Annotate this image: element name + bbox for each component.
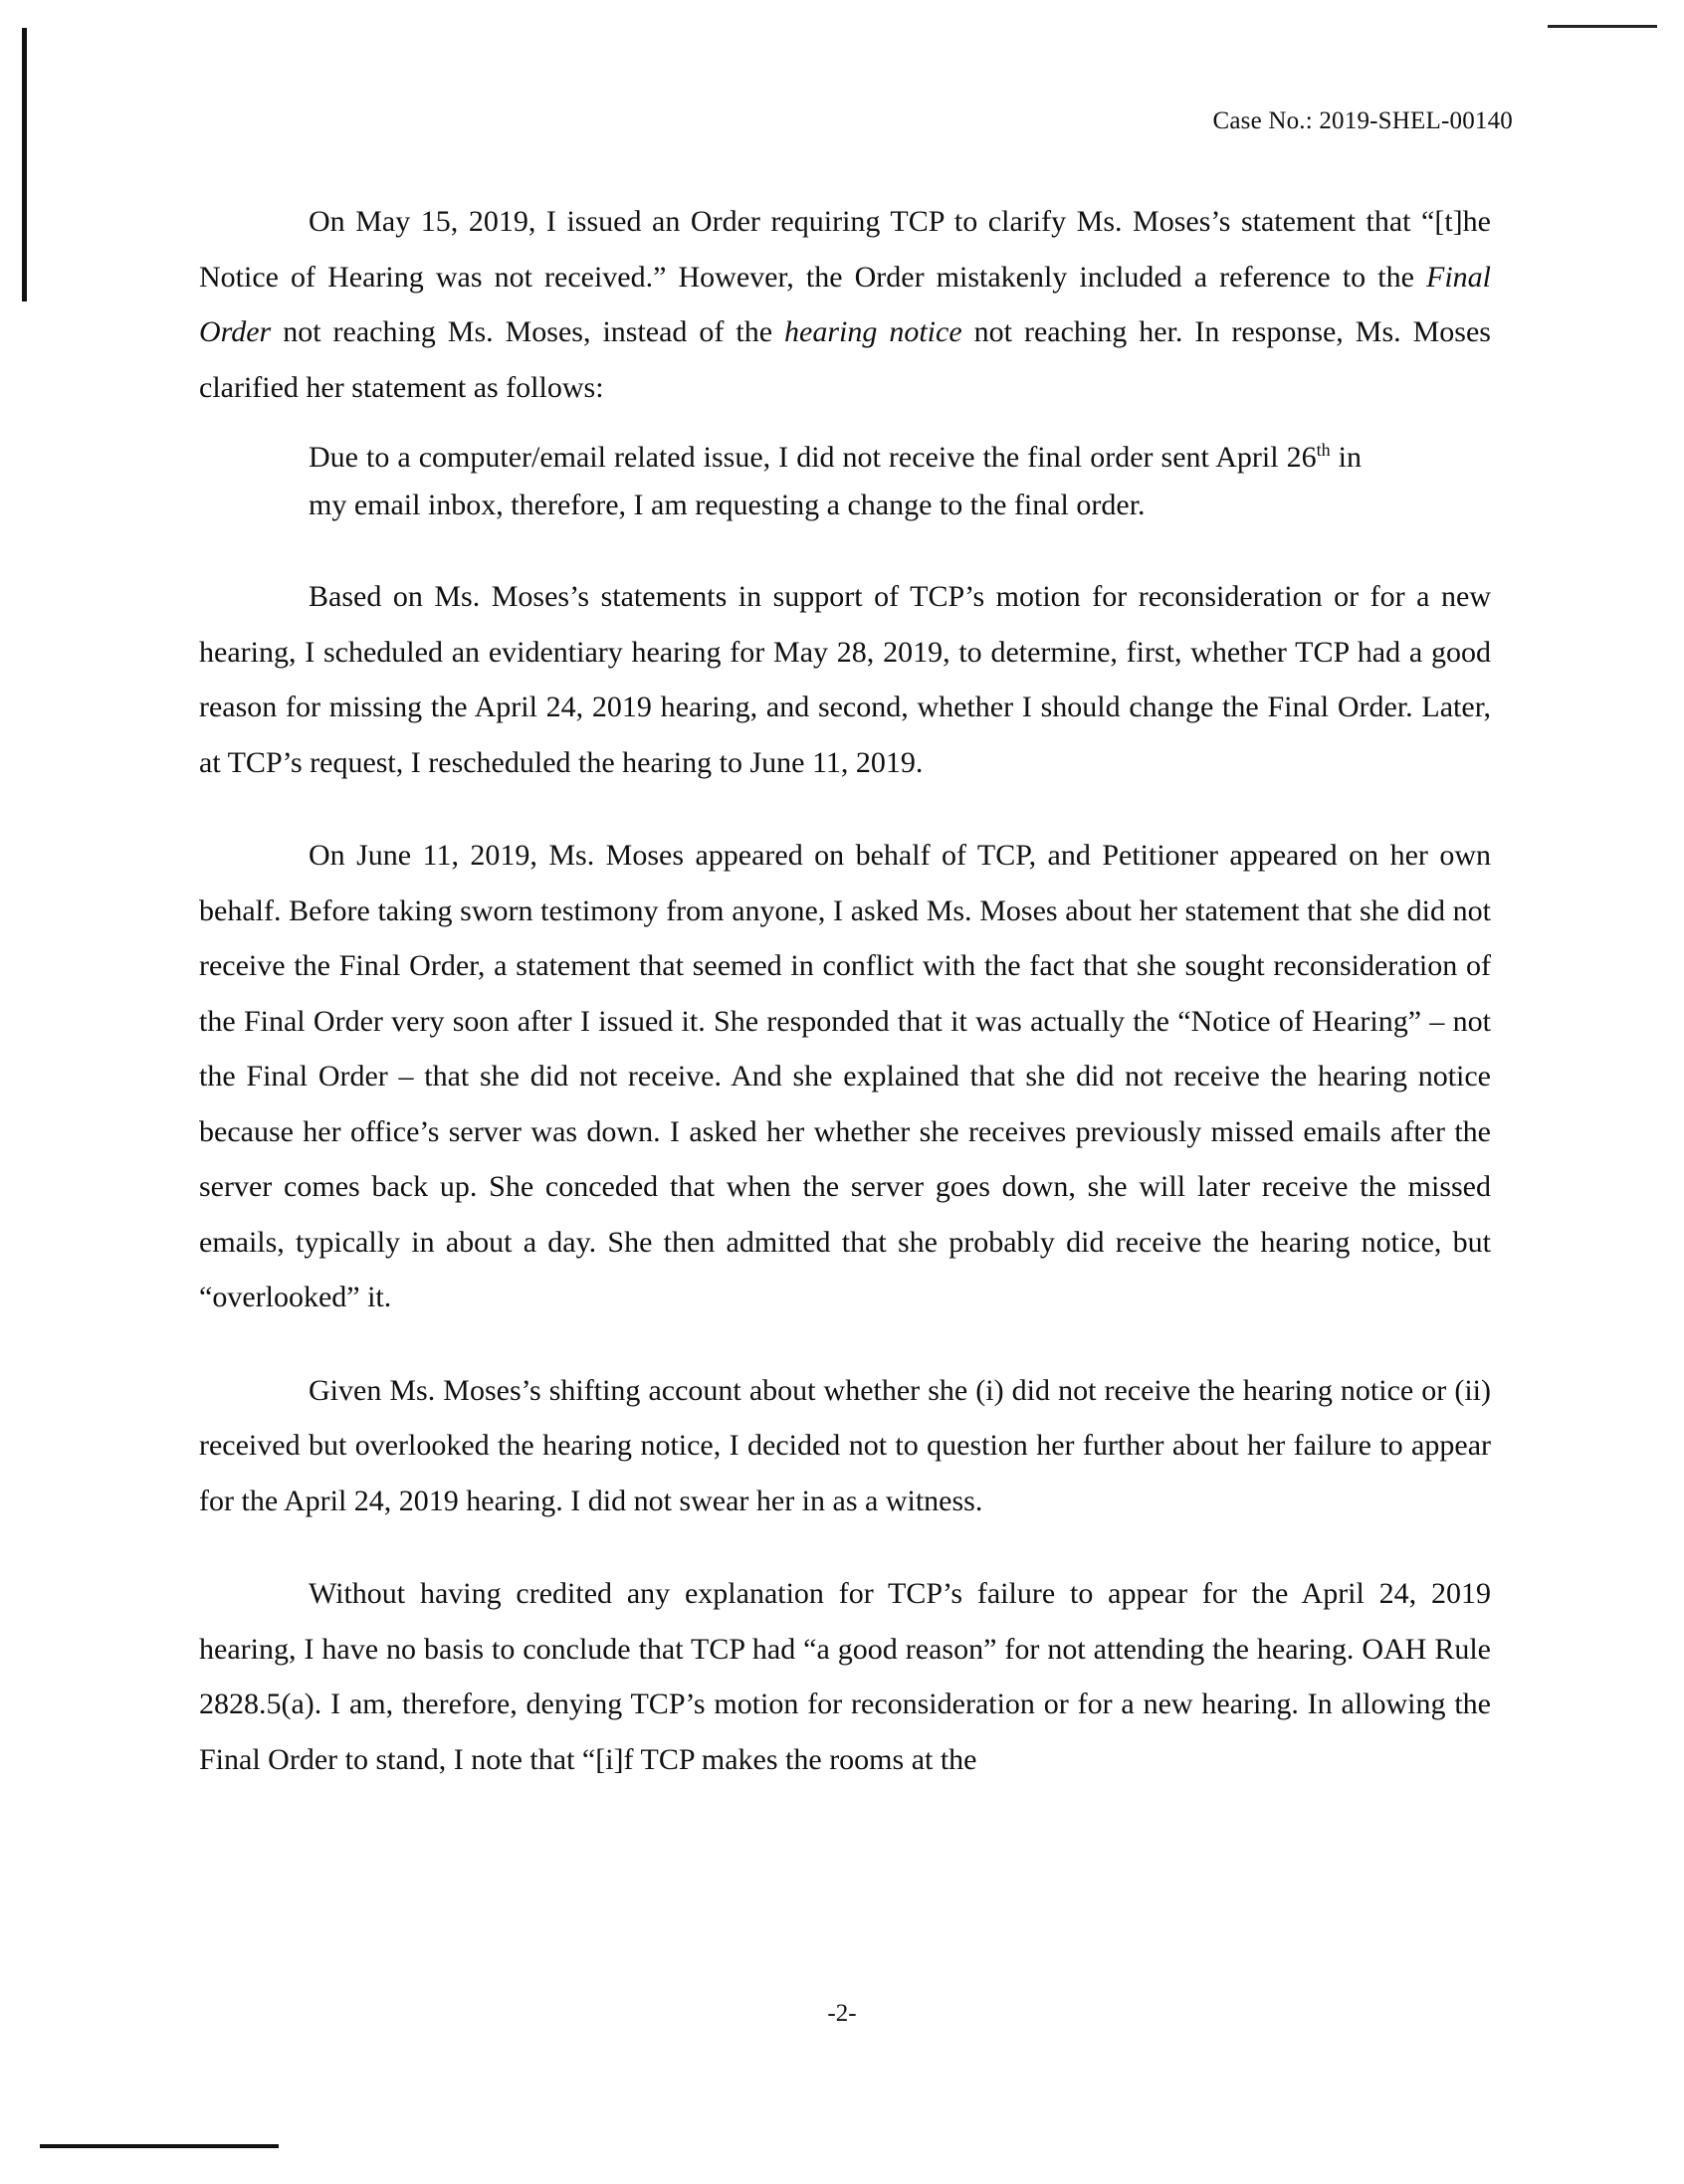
paragraph-june-hearing: On June 11, 2019, Ms. Moses appeared on behalf of TCP, and Petitioner appeared on her own behalf. Before taking sworn testimony from anyone, I asked Ms. Moses about her statement that she did not receive the Final Order, a statement that seemed in conflict with the fact that she sought reconsideration of the Final Order very soon after I issued it. She responded that it was actually the “Notice of Hearing” – not the Final Order – that she did not receive. And she explained that she did not receive the hearing notice because her office’s server was down. I asked her whether she receives previously missed emails after the server comes back up. She conceded that when the server goes down, she will later receive the missed emails, typically in about a day. She then admitted that she probably did receive the hearing notice, but “overlooked” it. [199,839,1491,1313]
document-body [199,194,1491,1787]
scan-edge-mark-bottom [40,2144,279,2148]
paragraph-evidentiary-hearing: Based on Ms. Moses’s statements in support of TCP’s motion for reconsideration or for a new hearing, I scheduled an evidentiary hearing for May 28, 2019, to determine, first, whether TCP had a good reason for missing the April 24, 2019 hearing, and second, whether I should change the Final Order. Later, at TCP’s request, I rescheduled the hearing to June 11, 2019. [199,580,1491,779]
paragraph-denial: Without having credited any explanation for TCP’s failure to appear for the April 24, 2019 hearing, I have no basis to conclude that TCP had “a good reason” for not attending the hearing. OAH Rule 2828.5(a). I am, therefore, denying TCP’s motion for reconsideration or for a new hearing. In allowing the Final Order to stand, I note that “[i]f TCP makes the rooms at the [199,1577,1491,1776]
block-quote-moses-statement: Due to a computer/email related issue, I did not receive the final order sent April 26th in my email inbox, therefore, I am requesting a change to the final order. [309,440,1362,521]
paragraph-shifting-account: Given Ms. Moses’s shifting account about whether she (i) did not receive the hearing notice or (ii) received but overlooked the hearing notice, I decided not to question her further about her failure to appear for the April 24, 2019 hearing. I did not swear her in as a witness. [199,1373,1491,1517]
case-number: Case No.: 2019-SHEL-00140 [1212,107,1513,134]
page-number: -2- [827,2000,857,2027]
scan-edge-mark-top [1548,25,1657,28]
italic-hearing-notice: hearing notice [784,315,962,348]
scan-edge-mark-left [22,28,27,301]
italic-final-order: Final Order [199,260,1491,348]
paragraph-order-clarification: On May 15, 2019, I issued an Order requiring TCP to clarify Ms. Moses’s statement that “[t]he Notice of Hearing was not received.” However, the Order mistakenly included a reference to the Final Order not reaching Ms. Moses, instead of the hearing notice not reaching her. In response, Ms. Moses clarified her statement as follows: [199,205,1491,404]
